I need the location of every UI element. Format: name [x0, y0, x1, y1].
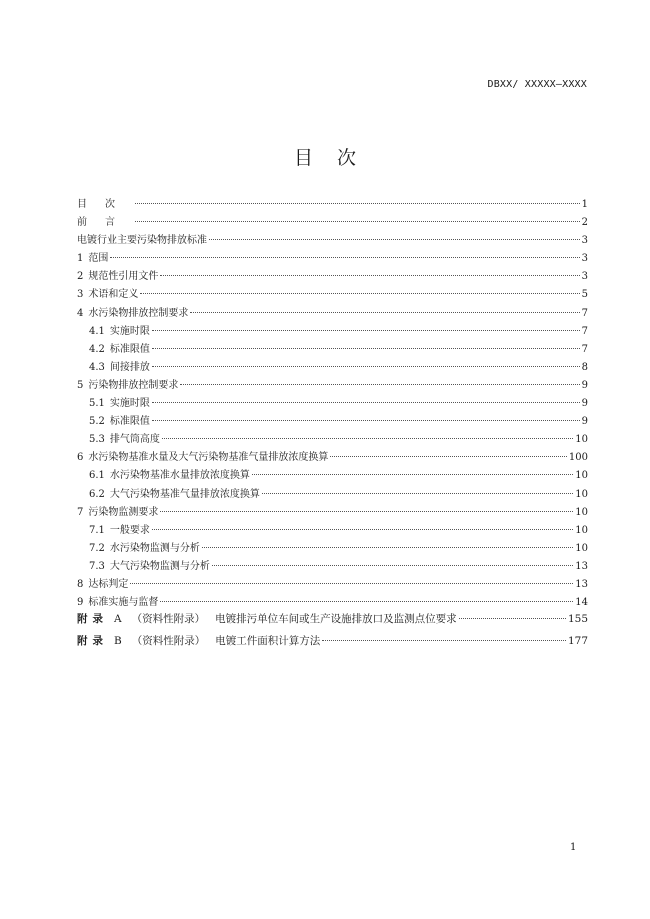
toc-entry-label: 前言 — [77, 217, 133, 229]
toc-entry-label: 范围 — [88, 253, 109, 265]
toc-entry-number: 8 — [77, 578, 84, 590]
toc-leader-dots — [110, 257, 579, 258]
toc-leader-dots — [152, 529, 573, 530]
toc-entry-page: 2 — [581, 217, 588, 229]
toc-entry-page: 5 — [581, 289, 588, 301]
toc-leader-dots — [252, 474, 573, 475]
appendix-letter: A — [114, 613, 122, 626]
toc-leader-dots — [152, 420, 580, 421]
toc-entry-page: 9 — [581, 398, 588, 410]
toc-entry-label: 规范性引用文件 — [88, 271, 159, 283]
toc-leader-dots — [262, 493, 573, 494]
page-number: 1 — [570, 842, 577, 853]
toc-entry[interactable] — [77, 304, 588, 322]
toc-entry[interactable] — [77, 249, 588, 267]
toc-appendix-entry[interactable] — [77, 611, 588, 633]
toc-entry-page: 3 — [581, 253, 588, 265]
appendix-type: （资料性附录） — [131, 613, 206, 626]
toc-entry-number: 9 — [77, 597, 84, 609]
toc-entry-label: 水污染物监测与分析 — [109, 542, 200, 554]
toc-entry[interactable] — [77, 539, 588, 557]
toc-entry-number: 4.3 — [89, 361, 105, 373]
toc-entry[interactable] — [77, 231, 588, 249]
toc-entry-number: 7.2 — [89, 542, 105, 554]
toc-leader-dots — [140, 293, 579, 294]
toc-entry-number: 2 — [77, 271, 84, 283]
toc-entry[interactable] — [77, 503, 588, 521]
appendix-heading: 附录 — [77, 613, 108, 626]
toc-entry-number: 4 — [77, 307, 84, 319]
toc-leader-dots — [202, 547, 573, 548]
toc-entry-page: 10 — [575, 524, 588, 536]
toc-entry[interactable] — [77, 557, 588, 575]
toc-entry-page: 8 — [581, 361, 588, 373]
toc-entry-page: 7 — [581, 307, 588, 319]
toc-leader-dots — [152, 366, 580, 367]
toc-leader-dots — [152, 348, 580, 349]
toc-entry-page: 9 — [581, 379, 588, 391]
toc-entry-label: 实施时限 — [109, 398, 150, 410]
toc-leader-dots — [180, 384, 579, 385]
toc-entry-label: 大气污染物基准气量排放浓度换算 — [109, 488, 260, 500]
toc-entry-page: 10 — [575, 470, 588, 482]
toc-entry-page: 10 — [575, 488, 588, 500]
toc-entry-number: 6 — [77, 452, 84, 464]
toc-entry-number: 4.2 — [89, 343, 105, 355]
appendix-heading: 附录 — [77, 635, 108, 648]
toc-entry-label: 达标判定 — [88, 578, 129, 590]
toc-entry-number: 6.1 — [89, 470, 105, 482]
toc-entry[interactable] — [77, 430, 588, 448]
toc-entry-label: 标准限值 — [109, 343, 150, 355]
toc-entry-label: 标准限值 — [109, 416, 150, 428]
toc-entry-label: 排气筒高度 — [109, 434, 160, 446]
toc-leader-dots — [152, 402, 580, 403]
toc-entry-number: 7.1 — [89, 524, 105, 536]
toc-leader-dots — [459, 618, 566, 619]
toc-entry-number: 6.2 — [89, 488, 105, 500]
toc-entry[interactable] — [77, 376, 588, 394]
toc-leader-dots — [135, 203, 580, 204]
appendix-type: （资料性附录） — [131, 635, 206, 648]
toc-leader-dots — [152, 330, 580, 331]
toc-entry-label: 水污染物基准水量排放浓度换算 — [109, 470, 250, 482]
toc-appendix-entry[interactable] — [77, 633, 588, 655]
toc-entry-label: 目次 — [77, 199, 133, 210]
toc-entry[interactable] — [77, 340, 588, 358]
toc-entry-page: 100 — [568, 452, 588, 464]
appendix-label: 电镀工件面积计算方法 — [215, 635, 321, 648]
toc-leader-dots — [162, 438, 573, 439]
toc-entry-label: 电镀行业主要污染物排放标准 — [77, 235, 207, 247]
document-code: DBXX/ XXXXX—XXXX — [487, 79, 587, 90]
toc-entry-label: 一般要求 — [109, 524, 150, 536]
toc-entry-number: 4.1 — [89, 325, 105, 337]
toc-leader-dots — [209, 239, 580, 240]
toc-entry-page: 13 — [575, 578, 588, 590]
toc-entry[interactable] — [77, 485, 588, 503]
toc-entry-page: 3 — [581, 271, 588, 283]
toc-leader-dots — [190, 312, 579, 313]
toc-leader-dots — [160, 601, 573, 602]
toc-leader-dots — [160, 275, 579, 276]
toc-entry-number: 1 — [77, 253, 84, 265]
toc-entry[interactable] — [77, 358, 588, 376]
toc-entry[interactable] — [77, 267, 588, 285]
toc-entry-label: 实施时限 — [109, 325, 150, 337]
appendix-letter: B — [114, 635, 122, 648]
toc-entry-label: 大气污染物监测与分析 — [109, 560, 210, 572]
toc-entry[interactable] — [77, 394, 588, 412]
toc-entry[interactable] — [77, 195, 588, 213]
toc-entry-number: 5 — [77, 379, 84, 391]
toc-leader-dots — [130, 583, 573, 584]
toc-entry-label: 污染物监测要求 — [88, 506, 159, 518]
page-title: 目次 — [293, 147, 380, 169]
toc-entry[interactable] — [77, 593, 588, 611]
toc-entry-number: 5.3 — [89, 434, 105, 446]
toc-entry-label: 水污染物排放控制要求 — [88, 307, 189, 319]
table-of-contents — [77, 195, 588, 655]
toc-entry-number: 5.1 — [89, 398, 105, 410]
toc-entry[interactable] — [77, 521, 588, 539]
toc-entry-page: 10 — [575, 542, 588, 554]
toc-entry-number: 7.3 — [89, 560, 105, 572]
appendix-label: 电镀排污单位车间或生产设施排放口及监测点位要求 — [215, 613, 457, 626]
toc-entry-label: 水污染物基准水量及大气污染物基准气量排放浓度换算 — [88, 452, 329, 464]
toc-entry-number: 3 — [77, 289, 84, 301]
toc-leader-dots — [160, 511, 573, 512]
toc-entry[interactable] — [77, 466, 588, 484]
toc-entry-page: 14 — [575, 597, 588, 609]
toc-entry[interactable] — [77, 285, 588, 303]
toc-entry-label: 标准实施与监督 — [88, 597, 159, 609]
toc-entry[interactable] — [77, 213, 588, 231]
toc-leader-dots — [330, 456, 567, 457]
toc-leader-dots — [322, 640, 566, 641]
toc-entry-page: 10 — [575, 506, 588, 518]
toc-entry[interactable] — [77, 448, 588, 466]
toc-entry[interactable] — [77, 412, 588, 430]
toc-entry-page: 3 — [581, 235, 588, 247]
toc-entry-page: 10 — [575, 434, 588, 446]
toc-entry-page: 155 — [567, 613, 588, 626]
toc-entry-page: 7 — [581, 343, 588, 355]
toc-leader-dots — [212, 565, 573, 566]
toc-entry-number: 5.2 — [89, 416, 105, 428]
toc-entry-label: 污染物排放控制要求 — [88, 379, 179, 391]
toc-entry-page: 7 — [581, 325, 588, 337]
toc-entry-page: 1 — [581, 199, 588, 210]
toc-entry[interactable] — [77, 322, 588, 340]
toc-entry-page: 177 — [567, 635, 588, 648]
toc-entry-page: 9 — [581, 416, 588, 428]
toc-entry-label: 间接排放 — [109, 361, 150, 373]
toc-entry-number: 7 — [77, 506, 84, 518]
toc-leader-dots — [135, 221, 580, 222]
toc-entry-page: 13 — [575, 560, 588, 572]
toc-entry-label: 术语和定义 — [88, 289, 139, 301]
toc-entry[interactable] — [77, 575, 588, 593]
